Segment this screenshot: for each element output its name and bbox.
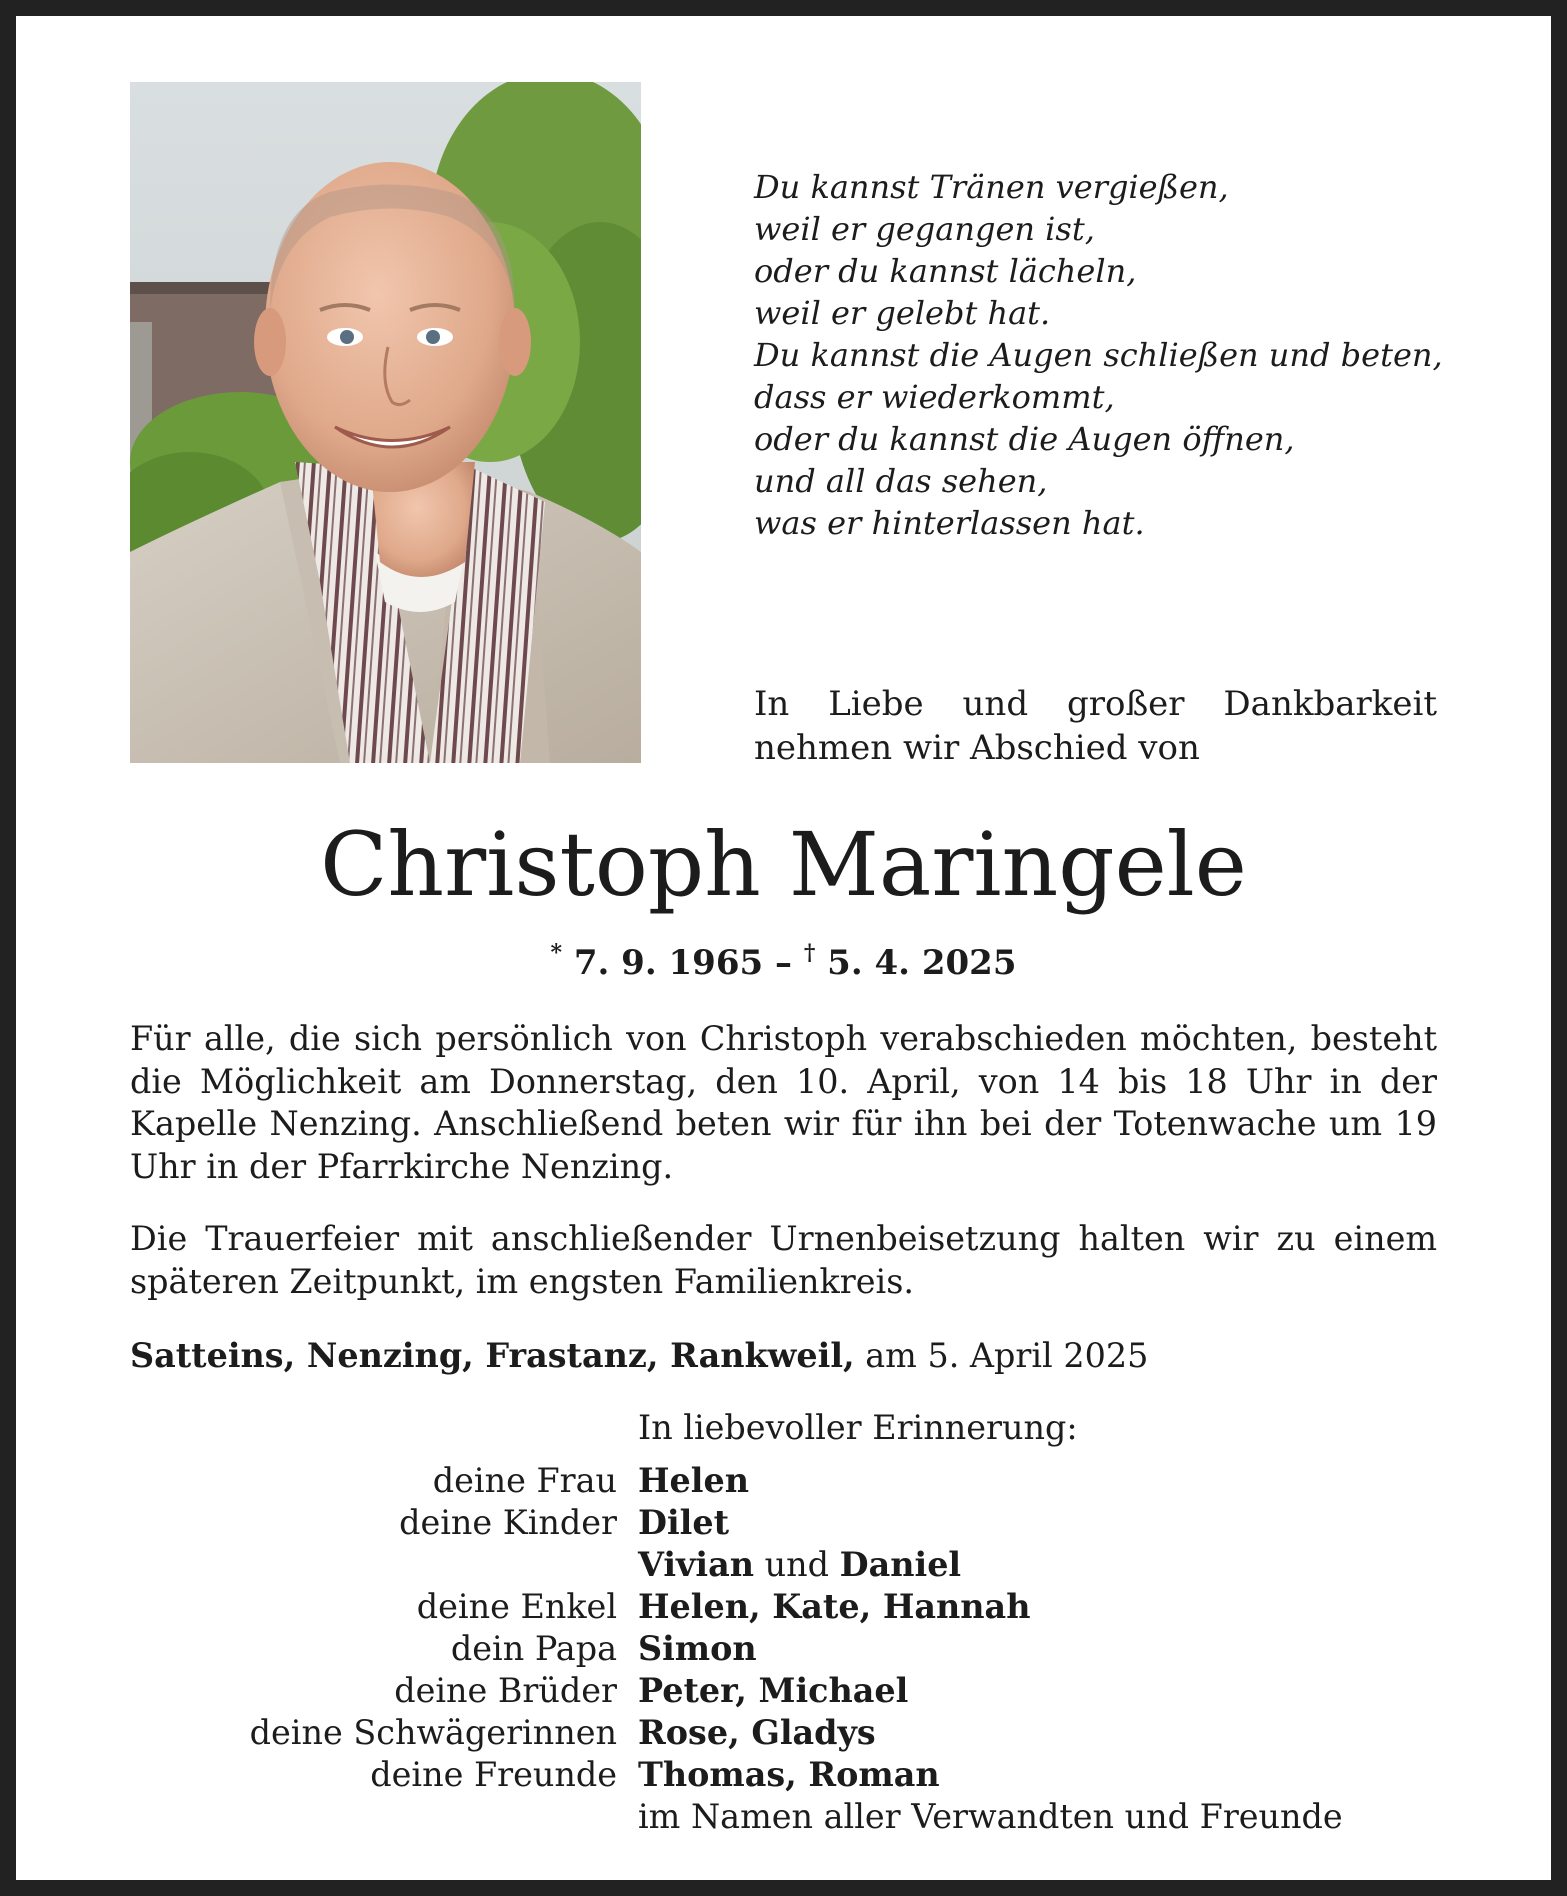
family-row-friends <box>130 1754 1450 1796</box>
poem-line: weil er gelebt hat. <box>754 294 1051 332</box>
relation-label: deine Enkel <box>416 1587 617 1626</box>
family-list <box>130 1460 1450 1838</box>
poem-line: dass er wiederkommt, <box>754 378 1115 416</box>
relative-names: Dilet <box>638 1503 729 1542</box>
child-name: Vivian <box>638 1545 755 1584</box>
relative-names <box>638 1544 961 1586</box>
relation-label: deine Frau <box>432 1461 617 1500</box>
place-and-date <box>130 1334 1437 1378</box>
relative-names: Helen, Kate, Hannah <box>638 1587 1031 1626</box>
relation-label-empty <box>130 1544 638 1586</box>
family-row-children <box>130 1502 1450 1544</box>
relation-label: deine Schwägerinnen <box>249 1713 617 1752</box>
family-row-sisters-in-law <box>130 1712 1450 1754</box>
relative-names: Helen <box>638 1461 749 1500</box>
intro-text <box>754 682 1437 770</box>
relative-names: Simon <box>638 1629 757 1668</box>
family-row-children-2 <box>130 1544 1450 1586</box>
deceased-name: Christoph Maringele <box>320 813 1247 916</box>
relative-names: Rose, Gladys <box>638 1713 876 1752</box>
poem-line: Du kannst die Augen schließen und beten, <box>754 336 1443 374</box>
poem <box>754 166 1454 544</box>
intro-line-1: In Liebe und großer Dankbarkeit <box>754 684 1437 724</box>
places: Satteins, Nenzing, Frastanz, Rankweil, <box>130 1336 855 1375</box>
closing-line: im Namen aller Verwandten und Freunde <box>638 1797 1343 1836</box>
memory-heading: In liebevoller Erinnerung: <box>638 1408 1078 1447</box>
poem-line: weil er gegangen ist, <box>754 210 1095 248</box>
birth-symbol: * <box>550 940 563 966</box>
family-row-wife <box>130 1460 1450 1502</box>
family-row-grandchildren <box>130 1586 1450 1628</box>
death-symbol: † <box>803 940 816 966</box>
poem-line: oder du kannst lächeln, <box>754 252 1137 290</box>
death-date: 5. 4. 2025 <box>815 943 1017 983</box>
birth-date: 7. 9. 1965 – <box>562 943 804 983</box>
family-row-closing <box>130 1796 1450 1838</box>
relation-label-empty <box>130 1796 638 1838</box>
poem-line: und all das sehen, <box>754 462 1048 500</box>
announcement-date: am 5. April 2025 <box>854 1336 1149 1375</box>
relation-label: deine Kinder <box>399 1503 617 1542</box>
portrait-photo <box>130 82 641 763</box>
life-dates <box>130 940 1437 986</box>
poem-line: oder du kannst die Augen öffnen, <box>754 420 1295 458</box>
relative-names: Thomas, Roman <box>638 1755 940 1794</box>
funeral-paragraph: Die Trauerfeier mit anschließender Urnenbeisetzung halten wir zu einem späteren Zeitpunkt, im engsten Familienkreis. <box>130 1219 1437 1301</box>
family-row-father <box>130 1628 1450 1670</box>
child-name: Daniel <box>839 1545 962 1584</box>
relation-label: deine Brüder <box>394 1671 617 1710</box>
family-row-brothers <box>130 1670 1450 1712</box>
poem-line: Du kannst Tränen vergießen, <box>754 168 1229 206</box>
relation-label: deine Freunde <box>370 1755 617 1794</box>
conjunction: und <box>754 1545 840 1584</box>
relation-label: dein Papa <box>450 1629 617 1668</box>
poem-line: was er hinterlassen hat. <box>754 504 1145 542</box>
relative-names: Peter, Michael <box>638 1671 909 1710</box>
intro-line-2: nehmen wir Abschied von <box>754 728 1200 768</box>
farewell-paragraph: Für alle, die sich persönlich von Christoph verabschieden möchten, besteht die Möglichkeit am Donnerstag, den 10. April, von 14 bis 18 Uhr in der Kapelle Nenzing. Anschließend beten wir für ihn bei der Totenwache um 19 Uhr in der Pfarrkirche Nenzing. <box>130 1019 1437 1186</box>
